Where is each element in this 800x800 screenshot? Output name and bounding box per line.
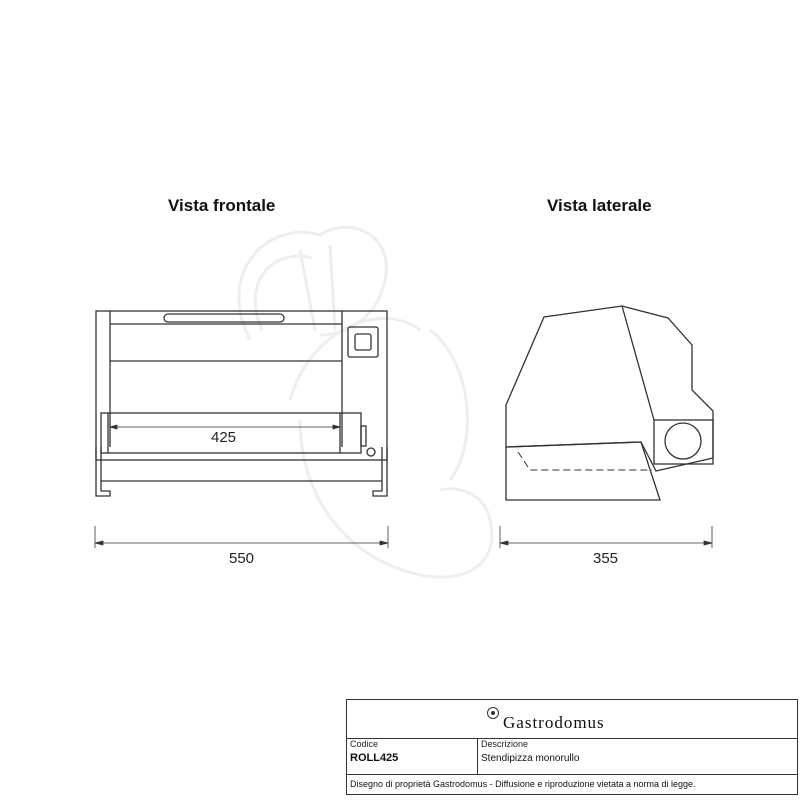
roller-length-dimension: 425 [211,429,237,446]
description-cell [478,738,797,774]
description-value: Stendipizza monorullo [481,753,580,764]
title-block [346,699,798,795]
title-block-info-row [347,738,797,775]
brand-name: Gastrodomus [503,713,605,732]
overall-width-dimension: 550 [229,550,255,567]
overall-depth-dimension: 355 [593,550,619,567]
description-label: Descrizione [481,739,529,749]
code-label: Codice [350,739,379,749]
code-value: ROLL425 [350,752,399,764]
brand-mark-icon [486,706,500,720]
side-view-title: Vista laterale [547,196,652,215]
copyright-notice: Disegno di proprietà Gastrodomus - Diffusione e riproduzione vietata a norma di legge. [350,779,696,789]
title-block-logo-row [347,700,797,739]
code-cell [347,738,478,774]
front-view-title: Vista frontale [168,196,276,215]
